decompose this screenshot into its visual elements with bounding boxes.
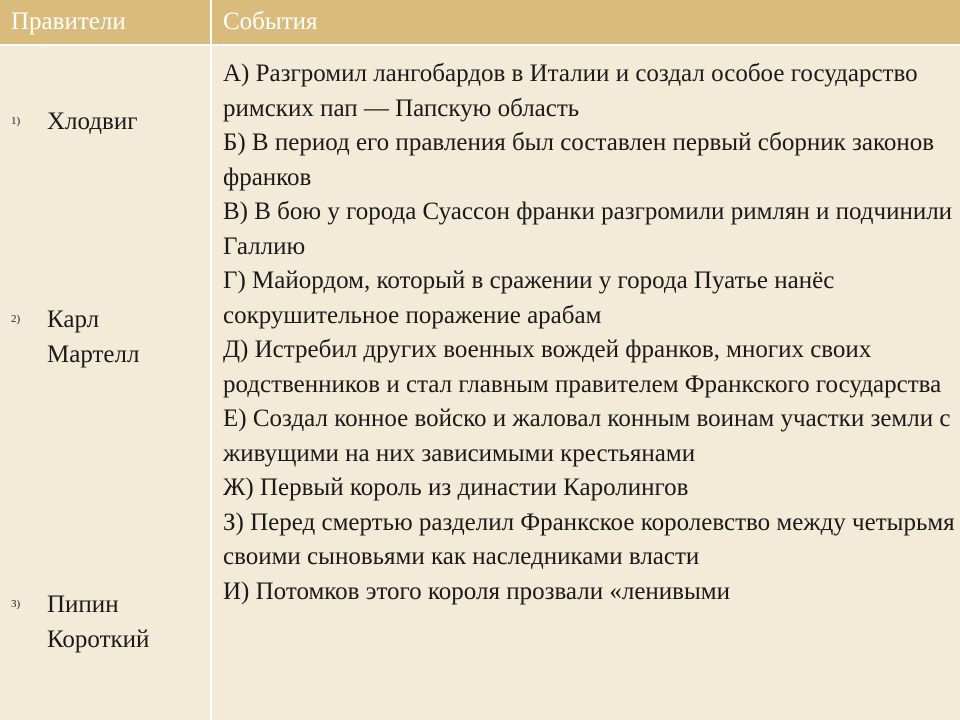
ruler-name xyxy=(47,104,137,139)
rulers-list xyxy=(1,47,209,720)
event-d: Д) Истребил других военных вождей франков, многих своих родственников и стал главным правителем Франкского государства xyxy=(223,336,942,398)
ruler-name-line: Хлодвиг xyxy=(47,108,138,135)
event-v: В) В бою у города Суассон франки разгромили римлян и подчинили Галлию xyxy=(223,198,953,260)
table-header-row xyxy=(0,0,960,45)
events-list xyxy=(213,47,959,609)
event-z: З) Перед смертью разделил Франкское королевство между четырьмя своими сыновьями как наследниками власти xyxy=(223,508,955,570)
header-events: События xyxy=(211,0,960,45)
ruler-name-line: Карл xyxy=(47,306,100,333)
ruler-name-line: Мартелл xyxy=(47,341,140,368)
table-body-row xyxy=(0,45,960,720)
event-a: А) Разгромил лангобардов в Италии и создал особое государство римских пап — Папскую область xyxy=(223,60,918,122)
event-i: И) Потомков этого короля прозвали «ленивыми xyxy=(223,577,730,605)
ruler-number: 3) xyxy=(11,598,21,610)
event-zh: Ж) Первый король из династии Каролингов xyxy=(223,474,689,501)
ruler-name-line: Короткий xyxy=(47,626,150,653)
header-rulers: Правители xyxy=(0,0,211,45)
event-g: Г) Майордом, который в сражении у города Пуатье нанёс сокрушительное поражение арабам xyxy=(223,267,835,329)
ruler-name xyxy=(47,587,149,657)
event-e: Е) Создал конное войско и жаловал конным воинам участки земли с живущими на них зависимыми крестьянами xyxy=(223,405,951,467)
event-b: Б) В период его правления был составлен первый сборник законов франков xyxy=(223,129,935,191)
ruler-number: 1) xyxy=(11,115,21,127)
ruler-number: 2) xyxy=(11,313,21,325)
rulers-cell xyxy=(0,45,211,720)
ruler-name xyxy=(47,302,139,372)
events-cell xyxy=(211,45,960,720)
ruler-name-line: Пипин xyxy=(47,591,119,618)
